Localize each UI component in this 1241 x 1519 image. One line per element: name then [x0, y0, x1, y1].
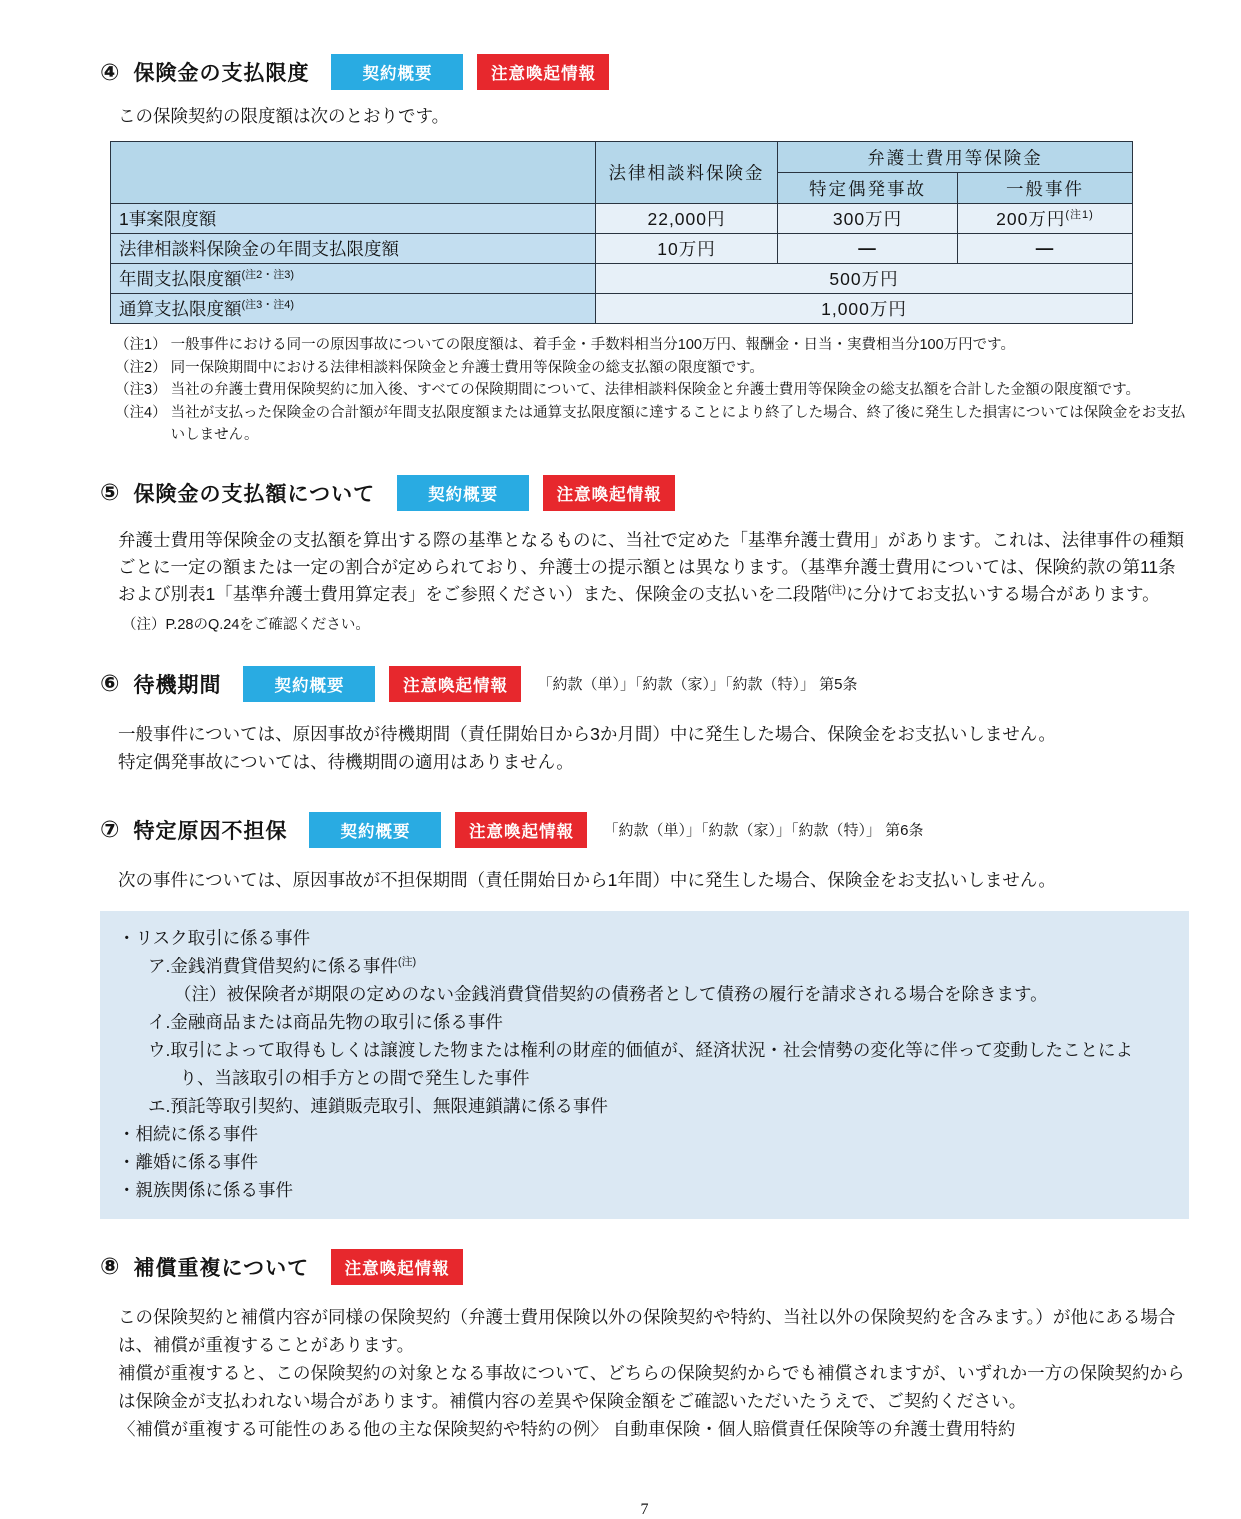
exclusion-sub-c: ウ.取引によって取得もしくは譲渡した物または権利の財産的価値が、経済状況・社会情勢の変化等に伴って変動したことにより、当該取引の相手方との間で発生した事件: [148, 1039, 1133, 1088]
table-row-annual-limit: [111, 264, 1133, 294]
note-item: [115, 334, 1189, 357]
section5-title: 保険金の支払額について: [133, 482, 376, 506]
col-header-general-case: 一般事件: [958, 173, 1133, 204]
row-label: [111, 294, 596, 324]
exclusion-item-risk: ・リスク取引に係る事件: [118, 927, 311, 948]
cell-value-text: 200万円: [996, 209, 1066, 229]
section-specific-exclusions: [100, 812, 1189, 1219]
exclusion-sub-b: イ.金融商品または商品先物の取引に係る事件: [148, 1011, 503, 1032]
note-ref: (注): [827, 583, 847, 596]
cell-dash: —: [958, 234, 1133, 264]
section7-heading: [100, 812, 1189, 848]
contract-overview-badge: 契約概要: [243, 666, 375, 702]
table-row-consultation-annual-limit: [111, 234, 1133, 264]
col-header-specific-accident: 特定偶発事故: [778, 173, 958, 204]
section-payment-limit: [100, 54, 1189, 447]
exclusion-sub-d: エ.預託等取引契約、連鎖販売取引、無限連鎖講に係る事件: [148, 1095, 608, 1116]
section8-number: ⑧: [100, 1253, 120, 1279]
row-label-text: 年間支払限度額: [119, 269, 242, 289]
cell-value: 22,000円: [596, 204, 778, 234]
body-text: に分けてお支払いする場合があります。: [846, 583, 1160, 604]
cell-value: 300万円: [778, 204, 958, 234]
section4-intro: この保険契約の限度額は次のとおりです。: [118, 106, 450, 126]
table-row-total-limit: [111, 294, 1133, 324]
section7-body: 次の事件については、原因事故が不担保期間（責任開始日から1年間）中に発生した場合、保険金をお支払いしません。: [118, 869, 1056, 890]
attention-info-badge: 注意喚起情報: [543, 475, 675, 511]
note-label: （注3）: [115, 382, 167, 398]
note-text: 当社の弁護士費用保険契約に加入後、すべての保険期間について、法律相談料保険金と弁護士費用等保険金の総支払額を合計した金額の限度額です。: [170, 382, 1141, 398]
note-refs: (注3・注4): [241, 299, 295, 312]
section4-number: ④: [100, 58, 120, 85]
attention-info-badge: 注意喚起情報: [455, 812, 587, 848]
row-label: [111, 264, 596, 294]
clause-reference: 「約款（単）」「約款（家）」「約款（特）」 第6条: [603, 822, 924, 839]
cell-value: 500万円: [596, 264, 1133, 294]
row-label: 法律相談料保険金の年間支払限度額: [111, 234, 596, 264]
section6-title: 待機期間: [133, 673, 222, 697]
note-label: （注4）: [115, 404, 167, 421]
payment-limit-table: [110, 141, 1133, 324]
section7-number: ⑦: [100, 816, 120, 842]
col-header-legal-consultation: 法律相談料保険金: [596, 142, 778, 204]
cell-value: 10万円: [596, 234, 778, 264]
note-item: [115, 379, 1189, 402]
exclusion-item-inheritance: ・相続に係る事件: [118, 1123, 258, 1144]
note-label: （注2）: [115, 359, 167, 376]
note-item: [115, 357, 1189, 380]
section8-body-line2: 補償が重複すると、この保険契約の対象となる事故について、どちらの保険契約からでも補償されますが、いずれか一方の保険契約からは保険金が支払われない場合があります。補償内容の差異や保険金額をご確認いただいたうえで、ご契約ください。: [118, 1362, 1185, 1411]
section6-body-line2: 特定偶発事故については、待機期間の適用はありません。: [118, 751, 574, 772]
col-header-lawyer-fee: 弁護士費用等保険金: [778, 142, 1133, 173]
cell-value: [958, 204, 1133, 234]
section4-title: 保険金の支払限度: [133, 62, 310, 85]
contract-overview-badge: 契約概要: [309, 812, 441, 848]
section6-body-line1: 一般事件については、原因事故が待機期間（責任開始日から3か月間）中に発生した場合、保険金をお支払いしません。: [118, 723, 1056, 744]
note-refs: (注2・注3): [241, 269, 295, 282]
attention-info-badge: 注意喚起情報: [331, 1249, 463, 1285]
section5-note: （注）P.28のQ.24をご確認ください。: [122, 616, 370, 633]
exclusion-item-family: ・親族関係に係る事件: [118, 1179, 293, 1200]
note-text: 一般事件における同一の原因事故についての限度額は、着手金・手数料相当分100万円、報酬金・日当・実費相当分100万円です。: [170, 337, 1016, 353]
attention-info-badge: 注意喚起情報: [477, 54, 609, 90]
table-header-row: [111, 142, 1133, 173]
section8-heading: [100, 1249, 1189, 1285]
contract-overview-badge: 契約概要: [331, 54, 463, 90]
section4-heading: [100, 54, 1189, 90]
row-label-text: 通算支払限度額: [119, 299, 242, 319]
section-coverage-overlap: [100, 1249, 1189, 1443]
note-text: 同一保険期間中における法律相談料保険金と弁護士費用等保険金の総支払額の限度額です。: [170, 359, 764, 376]
note-text: 当社が支払った保険金の合計額が年間支払限度額または通算支払限度額に達することにより終了した場合、終了後に発生した損害については保険金をお支払いしません。: [170, 404, 1186, 443]
section8-body-line1: この保険契約と補償内容が同様の保険契約（弁護士費用保険以外の保険契約や特約、当社以外の保険契約を含みます。）が他にある場合は、補償が重複することがあります。: [118, 1306, 1176, 1355]
row-label: 1事案限度額: [111, 204, 596, 234]
section-payment-amount: [100, 475, 1189, 634]
exclusion-sub-a: [148, 952, 1167, 980]
body-text: 弁護士費用等保険金の支払額を算出する際の基準となるものに、当社で定めた「基準弁護士費用」があります。これは、法律事件の種類ごとに一定の額または一定の割合が定められており、弁護士の提示額とは異なります。（基準弁護士費用については、保険約款の第11条および別表1「基準弁護士費用算定表」をご参照ください）また、保険金の支払いを二段階: [118, 529, 1185, 604]
exclusion-sub-a-note: （注）被保険者が期限の定めのない金銭消費貸借契約の債務者として債務の履行を請求される場合を除きます。: [174, 983, 1048, 1004]
cell-value: 1,000万円: [596, 294, 1133, 324]
sub-a-text: ア.金銭消費貸借契約に係る事件: [148, 955, 398, 976]
note-item: [115, 402, 1189, 447]
clause-reference: 「約款（単）」「約款（家）」「約款（特）」 第5条: [537, 676, 858, 693]
cell-dash: —: [778, 234, 958, 264]
page-number: 7: [640, 1500, 649, 1518]
note-label: （注1）: [115, 337, 167, 353]
attention-info-badge: 注意喚起情報: [389, 666, 521, 702]
table-row-per-case-limit: [111, 204, 1133, 234]
note-ref: (注): [397, 955, 417, 968]
section-waiting-period: [100, 666, 1189, 776]
section5-body: [118, 527, 1189, 608]
section5-number: ⑤: [100, 479, 120, 505]
exclusion-list-box: [100, 911, 1189, 1219]
section6-number: ⑥: [100, 670, 120, 696]
note1-ref: (注1): [1065, 209, 1094, 222]
section8-title: 補償重複について: [133, 1256, 310, 1280]
contract-overview-badge: 契約概要: [397, 475, 529, 511]
section7-title: 特定原因不担保: [133, 819, 288, 843]
section6-heading: [100, 666, 1189, 702]
exclusion-item-divorce: ・離婚に係る事件: [118, 1151, 258, 1172]
section4-notes: [115, 334, 1189, 447]
section8-body-line3: 〈補償が重複する可能性のある他の主な保険契約や特約の例〉 自動車保険・個人賠償責任保険等の弁護士費用特約: [118, 1418, 1016, 1439]
table-corner-cell: [111, 142, 596, 204]
section5-heading: [100, 475, 1189, 511]
